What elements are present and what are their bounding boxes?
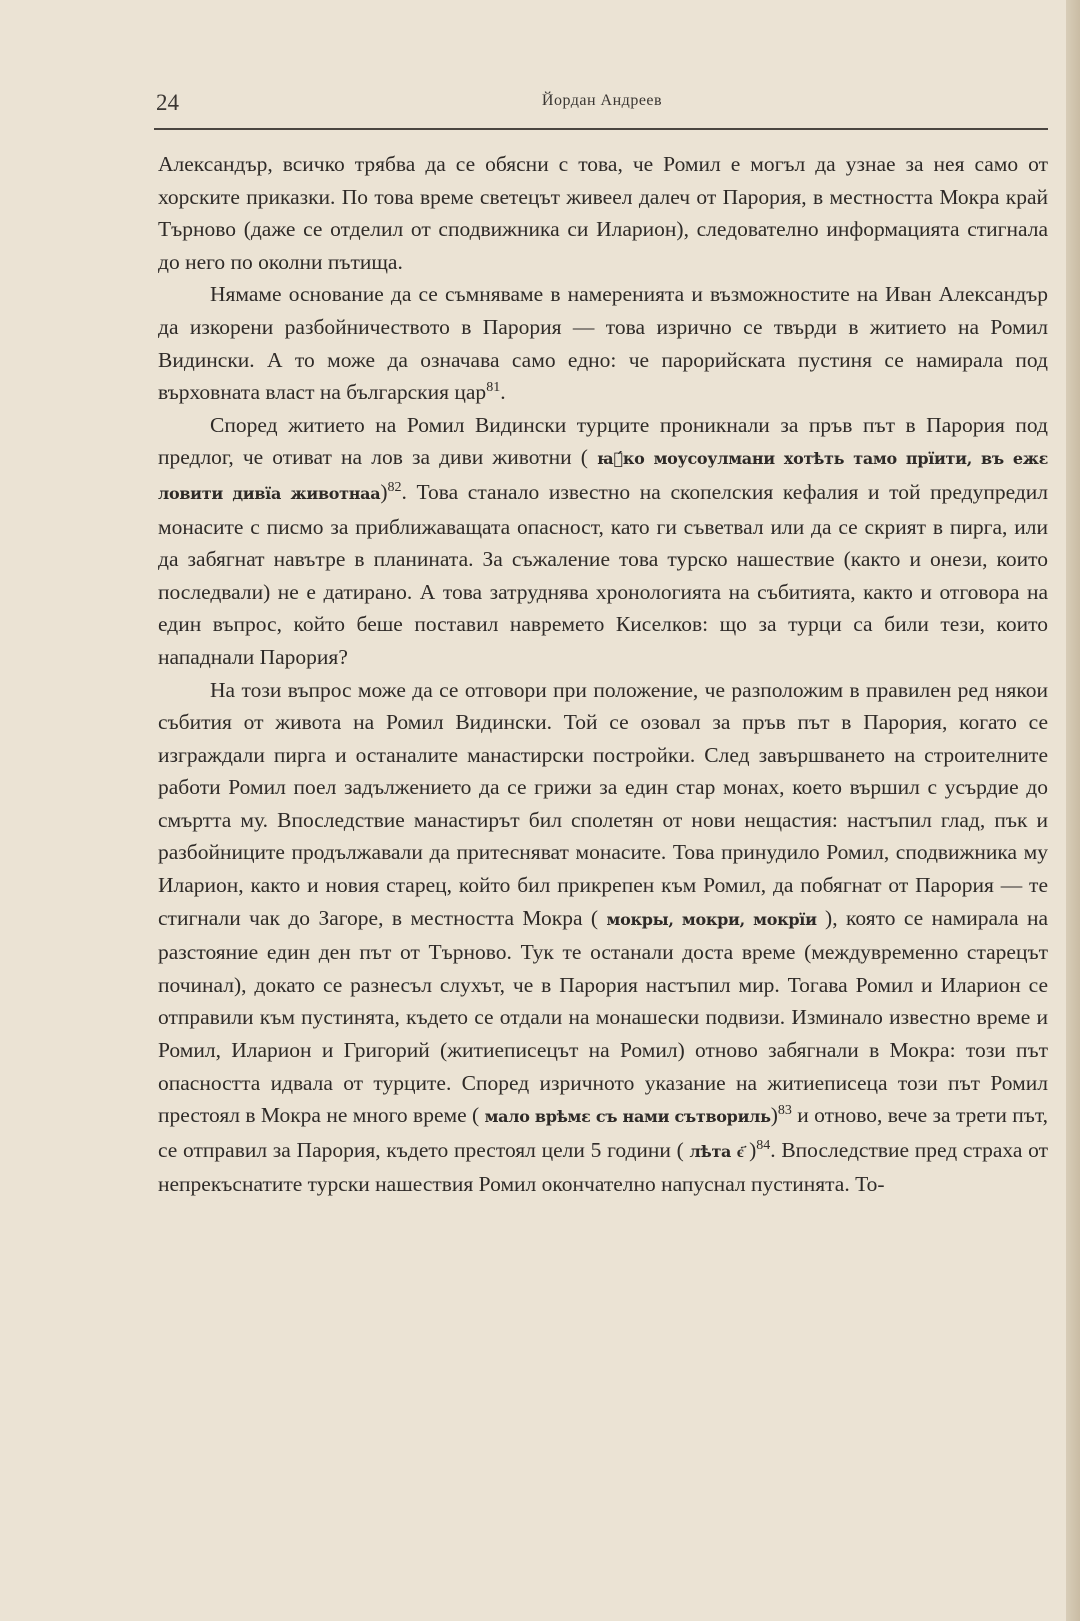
text-run: )	[743, 1137, 757, 1162]
text-run: Александър, всичко трябва да се обясни с това, че Ромил е могъл да узнае за нея само от хорските приказки. По това време светецът живеел далеч от Парория, в местността Мокра край Търново (даже се отделил от сподвижника си Иларион), следователно информацията стигнала до него по околни пътища.	[158, 152, 1048, 274]
text-run: Нямаме основание да се съмняваме в намеренията и възможностите на Иван Александър да изкорени разбойничеството в Парория — това изрично се твърди в житието на Ромил Видински. А то може да означава само едно: че парорийската пустиня се намирала под върховната власт на българския цар	[158, 282, 1048, 405]
text-run: На този въпрос може да се отговори при положение, че разположим в правилен ред някои събития от живота на Ромил Видински. Той се озовал за пръв път в Парория, когато се изграждали пирга и останалите манастирски постройки. След завършването на строителните работи Ромил поел задължението да се грижи за един стар монах, което вършил с усърдие до смъртта му. Впоследствие манастирът бил сполетян от нови нещастия: настъпил глад, пък и разбойниците продължавали да притесняват монасите. Това принудило Ромил, сподвижника му Иларион, както и новия старец, който бил прикрепен към Ромил, да побягнат от Парория — те стигнали чак до Загоре, в местността Мокра (	[158, 677, 1048, 930]
running-head: Йордан Андреев	[541, 92, 663, 109]
text-run: . Впоследствие пред страха от непрекъснатите турски нашествия Ромил окончателно напуснал пустинята. То-	[158, 1137, 1048, 1197]
paragraph	[158, 409, 1048, 674]
slavonic-quote: лѣта є҃	[689, 1141, 744, 1161]
text-run: )	[770, 1103, 778, 1128]
slavonic-quote: ꙗ҆́ко моусоулмани хотѣть тамо прїити, въ ежε ловити дивїа живοтнаа	[158, 449, 1048, 503]
text-run: )	[380, 479, 388, 504]
text-run: .	[500, 380, 506, 405]
page-edge	[1066, 0, 1080, 1621]
slavonic-quote: мало врѣмε съ нами сътвориль	[484, 1107, 771, 1127]
footnote-marker: 82	[387, 479, 402, 495]
text-run: ), която се намирала на разстояние един ден път от Търново. Тук те останали доста време (междувременно старецът починал), докато се разнесъл слухът, че в Парория настъпил мир. Тогава Ромил и Иларион се отправили към пустинята, където се отдали на монашески подвизи. Изминало известно време и Ромил, Иларион и Григорий (житиеписецът на Ромил) отново забягнали в Мокра: този път опасността идвала от турците. Според изричното указание на житиеписеца този път Ромил престоял в Мокра не много време (	[158, 905, 1048, 1128]
header-rule	[154, 128, 1048, 130]
paragraph	[158, 674, 1048, 1202]
text-run: Според житието на Ромил Видински турците проникнали за пръв път в Парория под предлог, че отиват на лов за диви животни (	[158, 412, 1048, 470]
text-run: и отново, вече за трети път, се отправил за Парория, където престоял цели 5 години (	[158, 1103, 1048, 1162]
text-run: . Това станало известно на скопелския кефалия и той предупредил монасите с писмо за приближаващата опасност, като ги съветвал или да се скрият в пирга, или да забягнат навътре в планината. За съжаление това турско нашествие (както и онези, които последвали) не е датирано. А това затруднява хронологията на събитията, както и отговора на един въпрос, който беше поставил навремето Киселков: що за турци са били тези, които нападнали Парория?	[158, 479, 1049, 669]
footnote-marker: 81	[486, 380, 501, 395]
paragraph	[158, 148, 1048, 278]
paragraph	[158, 278, 1048, 408]
page-header	[156, 86, 1048, 126]
footnote-marker: 84	[756, 1137, 771, 1153]
body-text	[158, 148, 1048, 1201]
page-number: 24	[156, 90, 179, 115]
slavonic-quote: мокры, мокри, мокрїи	[606, 909, 817, 929]
footnote-marker: 83	[777, 1103, 792, 1119]
